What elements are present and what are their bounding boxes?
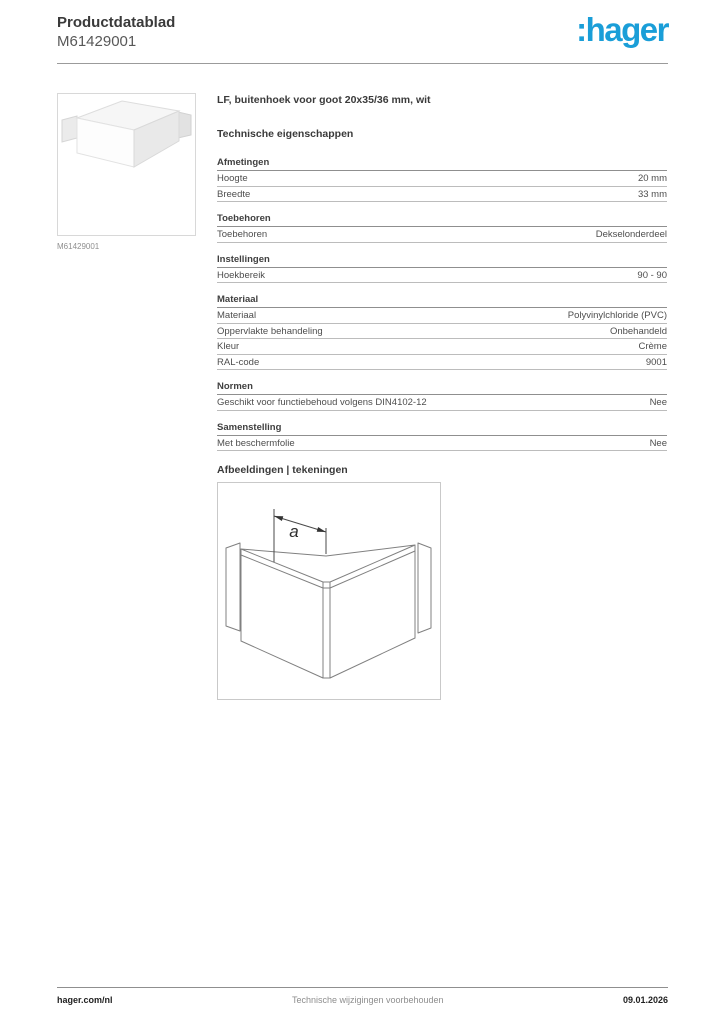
section-toebehoren [217,213,667,243]
spec-value: 33 mm [637,188,667,200]
technical-drawing-image [218,483,440,699]
header-divider [57,63,668,64]
spec-label: Kleur [217,341,240,352]
spec-row [217,308,667,324]
spec-sections [217,157,667,451]
spec-value: Dekselonderdeel [595,229,667,240]
spec-value: Polyvinylchloride (PVC) [567,310,667,321]
spec-value: 20 mm [637,173,667,184]
spec-row [217,268,667,284]
tech-properties-heading: Technische eigenschappen [217,128,354,140]
spec-label: Geschikt voor functiebehoud volgens DIN4102-12 [217,397,427,408]
spec-value: 90 - 90 [637,269,667,281]
spec-row [217,227,667,243]
spec-row [217,355,667,371]
spec-label: Materiaal [217,310,257,321]
section-title: Instellingen [217,254,667,268]
section-samenstelling [217,422,667,452]
hager-logo: :hager [576,11,668,48]
section-title: Materiaal [217,294,667,308]
spec-value: Onbehandeld [609,325,667,337]
product-photo-caption: M61429001 [57,242,100,251]
spec-row [217,187,667,203]
section-materiaal [217,294,667,370]
spec-row [217,324,667,340]
section-normen [217,381,667,411]
section-instellingen [217,254,667,284]
main-content [217,94,667,700]
spec-value: Nee [649,437,667,449]
dimension-arrow-left [274,516,283,521]
spec-label: Hoekbereik [217,269,266,281]
technical-drawing [217,482,441,700]
section-title: Normen [217,381,667,395]
section-title: Toebehoren [217,213,667,227]
spec-row [217,339,667,355]
dimension-label: a [289,522,299,541]
spec-row [217,436,667,452]
page-footer [57,987,668,1005]
product-photo-column [57,93,196,251]
page-header [57,11,668,60]
spec-label: Breedte [217,188,251,200]
spec-label: Met beschermfolie [217,437,295,449]
footer-site-link[interactable]: hager.com/nl [57,995,113,1005]
spec-value: Crème [638,341,667,352]
spec-label: Hoogte [217,173,248,184]
footer-date: 09.01.2026 [622,995,668,1005]
footer-notice: Technische wijzigingen voorbehouden [291,995,444,1005]
spec-label: Toebehoren [217,229,268,240]
spec-label: Oppervlakte behandeling [217,325,323,337]
drawings-heading: Afbeeldingen | tekeningen [217,464,348,476]
doc-title: Productdatablad [57,14,176,31]
dimension-arrow-right [317,527,326,532]
spec-value: Nee [649,397,667,408]
section-title: Samenstelling [217,422,667,436]
product-photo [57,93,196,236]
product-name: LF, buitenhoek voor goot 20x35/36 mm, wit [217,94,431,106]
section-title: Afmetingen [217,157,667,171]
product-id: M61429001 [57,33,137,50]
spec-label: RAL-code [217,356,260,368]
product-photo-image [58,94,195,235]
spec-row [217,171,667,187]
spec-value: 9001 [645,356,667,368]
section-afmetingen [217,157,667,202]
spec-row [217,395,667,411]
